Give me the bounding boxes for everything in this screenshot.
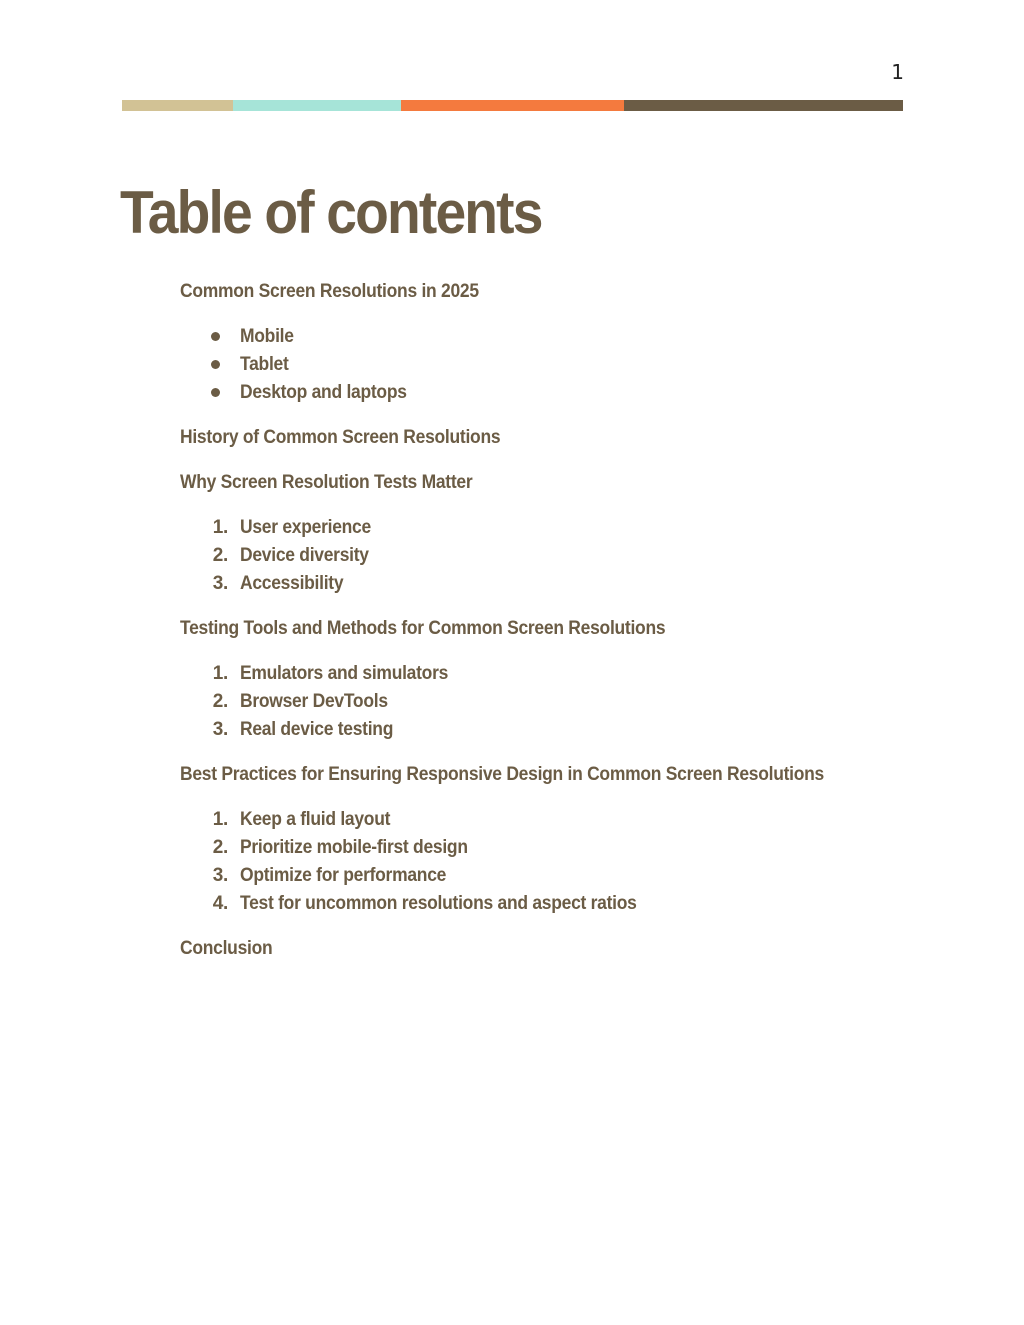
- toc-list-item[interactable]: [180, 834, 900, 862]
- list-number: 1.: [212, 517, 228, 538]
- toc-list-item[interactable]: [180, 379, 900, 407]
- toc-section-heading[interactable]: Common Screen Resolutions in 2025: [180, 281, 479, 302]
- color-bar-segment-4: [624, 100, 903, 111]
- toc-item-label: Keep a fluid layout: [240, 809, 391, 830]
- toc-list-item[interactable]: [180, 806, 900, 834]
- toc-list-item[interactable]: [180, 542, 900, 570]
- toc-section-heading[interactable]: Why Screen Resolution Tests Matter: [180, 472, 473, 493]
- list-number: 3.: [212, 865, 228, 886]
- toc-list-item[interactable]: [180, 716, 900, 744]
- toc-section-heading[interactable]: Best Practices for Ensuring Responsive Design in Common Screen Resolutions: [180, 764, 824, 785]
- toc-item-label: User experience: [240, 517, 371, 538]
- header-color-bar: [122, 100, 903, 111]
- color-bar-segment-3: [401, 100, 624, 111]
- toc-section-heading[interactable]: Conclusion: [180, 938, 273, 959]
- toc-list-item[interactable]: [180, 688, 900, 716]
- toc-item-label: Browser DevTools: [240, 691, 388, 712]
- toc-list-item[interactable]: [180, 351, 900, 379]
- list-number: 2.: [212, 691, 228, 712]
- list-number: 2.: [212, 545, 228, 566]
- toc-bullet-list: [180, 323, 900, 407]
- bullet-dot-icon: [211, 332, 220, 341]
- toc-item-label: Accessibility: [240, 573, 344, 594]
- color-bar-segment-2: [233, 100, 401, 111]
- list-number: 1.: [212, 663, 228, 684]
- toc-list-item[interactable]: [180, 660, 900, 688]
- toc-item-label: Prioritize mobile-first design: [240, 837, 468, 858]
- toc-section-heading[interactable]: History of Common Screen Resolutions: [180, 427, 501, 448]
- toc-item-label: Tablet: [240, 354, 289, 375]
- toc-item-label: Real device testing: [240, 719, 394, 740]
- toc-item-label: Device diversity: [240, 545, 369, 566]
- toc-list-item[interactable]: [180, 890, 900, 918]
- list-number: 2.: [212, 837, 228, 858]
- bullet-dot-icon: [211, 388, 220, 397]
- page-title: Table of contents: [120, 179, 542, 246]
- toc-numbered-list: [180, 514, 900, 598]
- toc-list-item[interactable]: [180, 323, 900, 351]
- toc-item-label: Optimize for performance: [240, 865, 447, 886]
- table-of-contents: [180, 278, 900, 963]
- list-number: 4.: [212, 893, 228, 914]
- toc-section-heading[interactable]: Testing Tools and Methods for Common Screen Resolutions: [180, 618, 666, 639]
- bullet-icon: [180, 323, 240, 351]
- list-number: 1.: [212, 809, 228, 830]
- page-number: 1: [891, 60, 904, 84]
- toc-numbered-list: [180, 660, 900, 744]
- toc-list-item[interactable]: [180, 570, 900, 598]
- color-bar-segment-1: [122, 100, 233, 111]
- toc-list-item[interactable]: [180, 862, 900, 890]
- list-number: 3.: [212, 573, 228, 594]
- bullet-icon: [180, 379, 240, 407]
- toc-item-label: Desktop and laptops: [240, 382, 407, 403]
- list-number: 3.: [212, 719, 228, 740]
- toc-list-item[interactable]: [180, 514, 900, 542]
- toc-numbered-list: [180, 806, 900, 918]
- toc-item-label: Mobile: [240, 326, 294, 347]
- bullet-dot-icon: [211, 360, 220, 369]
- bullet-icon: [180, 351, 240, 379]
- toc-item-label: Test for uncommon resolutions and aspect ratios: [240, 893, 637, 914]
- toc-item-label: Emulators and simulators: [240, 663, 449, 684]
